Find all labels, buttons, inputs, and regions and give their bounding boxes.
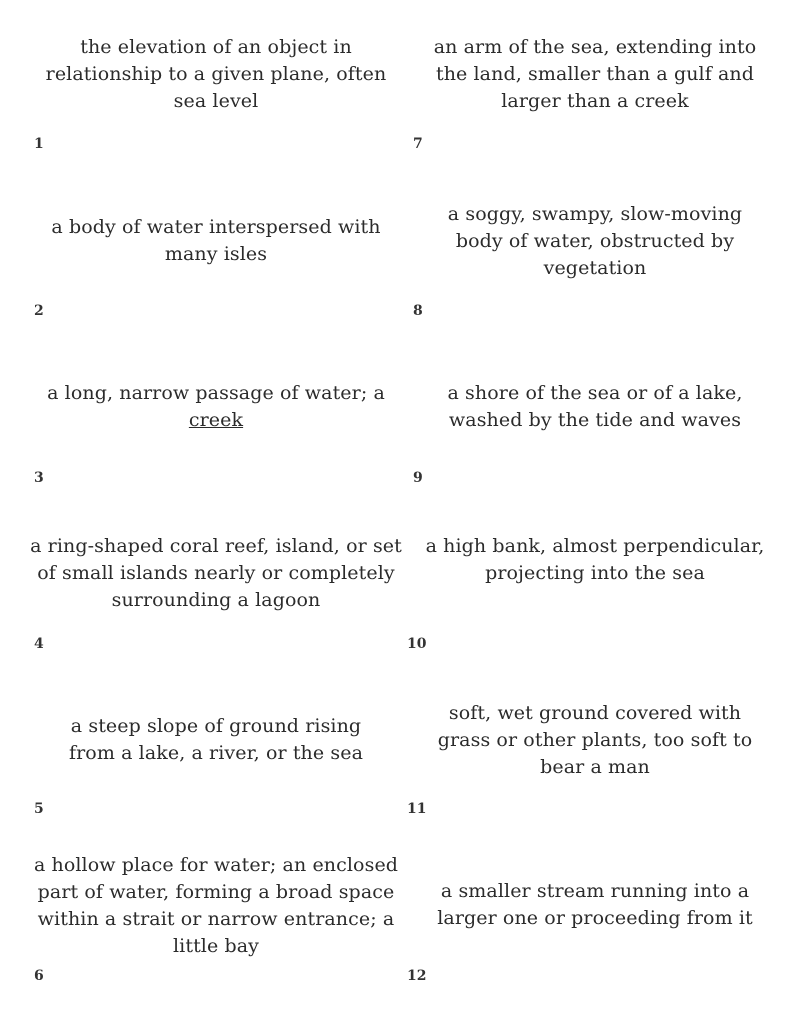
card-number: 1 xyxy=(34,136,44,152)
definition-text: a long, narrow passage of water; a xyxy=(47,382,385,404)
vocab-card-5 xyxy=(26,713,406,823)
card-number: 6 xyxy=(34,968,44,984)
card-definition: a shore of the sea or of a lake, washed by the tide and waves xyxy=(447,382,743,431)
card-number: 10 xyxy=(407,636,427,652)
vocab-card-9 xyxy=(405,380,785,490)
card-number: 2 xyxy=(34,303,44,319)
vocab-card-7 xyxy=(405,34,785,164)
vocab-card-6 xyxy=(26,852,406,992)
vocab-card-12 xyxy=(405,878,785,988)
card-definition: soft, wet ground covered with grass or other plants, too soft to bear a man xyxy=(437,702,753,778)
card-number: 5 xyxy=(34,801,44,817)
card-number: 4 xyxy=(34,636,44,652)
card-definition: a smaller stream running into a larger one or proceeding from it xyxy=(437,880,753,929)
card-number: 12 xyxy=(407,968,427,984)
vocab-card-10 xyxy=(405,533,785,658)
card-definition: a steep slope of ground rising from a lake, a river, or the sea xyxy=(68,715,364,764)
vocab-card-4 xyxy=(26,533,406,658)
vocab-card-11 xyxy=(405,700,785,825)
card-number: 11 xyxy=(407,801,427,817)
card-definition xyxy=(26,380,406,434)
card-number: 9 xyxy=(413,470,423,486)
card-number: 3 xyxy=(34,470,44,486)
card-definition: a hollow place for water; an enclosed part of water, forming a broad space within a strait or narrow entrance; a little bay xyxy=(33,854,399,957)
card-definition: a soggy, swampy, slow-moving body of water, obstructed by vegetation xyxy=(447,203,743,279)
card-definition: an arm of the sea, extending into the land, smaller than a gulf and larger than a creek xyxy=(433,36,757,112)
card-number: 7 xyxy=(413,136,423,152)
card-number: 8 xyxy=(413,303,423,319)
underlined-term: creek xyxy=(188,409,244,431)
vocab-card-8 xyxy=(405,201,785,321)
card-definition: a high bank, almost perpendicular, projecting into the sea xyxy=(425,535,765,584)
card-definition: the elevation of an object in relationship to a given plane, often sea level xyxy=(45,36,387,112)
card-definition: a body of water interspersed with many isles xyxy=(51,216,381,265)
card-definition: a ring-shaped coral reef, island, or set of small islands nearly or completely surrounding a lagoon xyxy=(30,535,402,611)
vocab-card-2 xyxy=(26,214,406,324)
vocab-card-3 xyxy=(26,380,406,490)
vocab-card-1 xyxy=(26,34,406,164)
